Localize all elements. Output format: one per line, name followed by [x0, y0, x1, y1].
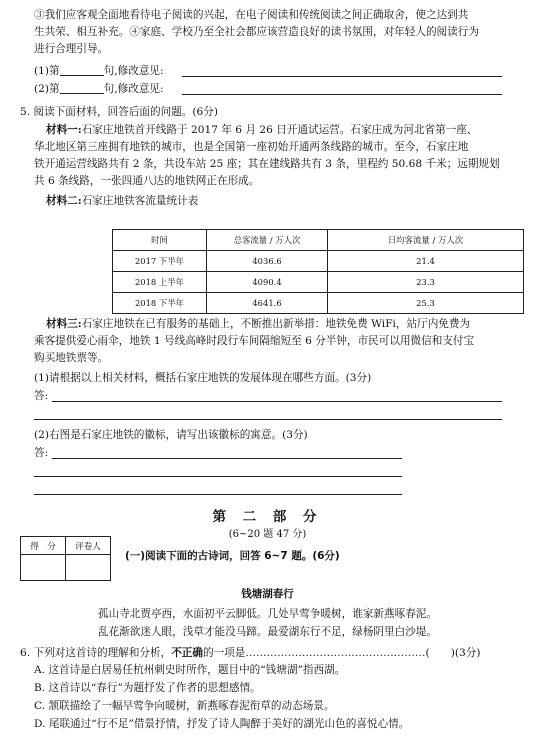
material-3-line-2: 乘客提供爱心雨伞，地铁 1 号线高峰时段行车间隔缩短至 6 分半钟，市民可以用微信和支付宝 — [34, 335, 475, 347]
q6-stem: 6. 下列对这首诗的理解和分析，不正确的一项是……………………………………………( )(3分) — [20, 647, 481, 659]
table-cell: 4641.6 — [207, 293, 328, 314]
table-cell: 23.3 — [328, 272, 524, 293]
q4-item-2: (2)第 句,修改意见: — [34, 83, 164, 95]
intro-line-1: ③我们应客观全面地看待电子阅读的兴起，在电子阅读和传统阅读之间正确取舍，使之达到共 — [34, 9, 469, 21]
answer-line[interactable] — [34, 494, 402, 495]
answer-line[interactable] — [52, 458, 402, 459]
q5-stem: 5. 阅读下面材料，回答后面的问题。(6分) — [20, 106, 218, 118]
table-header: 日均客流量 / 万人次 — [328, 230, 524, 251]
table-cell: 2018 上半年 — [113, 272, 207, 293]
poem-line-2: 乱花渐欲迷人眼，浅草才能没马蹄。最爱湖东行不足，绿杨阴里白沙堤。 — [98, 626, 437, 638]
material-1-line-2: 华北地区第三座拥有地铁的城市，也是全国第一座初始开通两条线路的城市。至今，石家庄地 — [34, 141, 469, 153]
q5-sub-question-2: (2)右图是石家庄地铁的徽标，请写出该徽标的寓意。(3分) — [34, 429, 308, 441]
section-one-heading: (一)阅读下面的古诗词，回答 6~7 题。(6分) — [125, 550, 340, 562]
q4-item-1: (1)第 句,修改意见: — [34, 65, 164, 77]
part-two-subtitle: (6~20 题 47 分) — [228, 529, 307, 540]
q5-sub-question-1: (1)请根据以上相关材料，概括石家庄地铁的发展体现在哪些方面。(3分) — [34, 372, 372, 384]
q6-option-c: C. 颔联描绘了一幅早莺争向暖树，新燕啄春泥衔草的动态场景。 — [34, 700, 335, 712]
table-title: 石家庄地铁客流量统计表 — [81, 195, 199, 207]
table-row — [113, 251, 524, 272]
table-cell: 2018 下半年 — [113, 293, 207, 314]
revision-answer-line-1[interactable] — [182, 76, 502, 77]
intro-line-2: 生共荣、相互补充。④家庭、学校乃至全社会都应该营造良好的读书氛围，对年轻人的阅读行为 — [34, 26, 479, 38]
material-1-line-3: 铁开通运营线路共有 2 条，共设车站 25 座；其在建线路共有 3 条，里程约 50.68 千米；远期规划 — [34, 158, 500, 170]
table-cell: 21.4 — [328, 251, 524, 272]
answer-line[interactable] — [34, 419, 502, 420]
ridership-table — [112, 229, 524, 314]
grader-header: 评卷人 — [66, 537, 111, 555]
answer-line[interactable] — [52, 401, 502, 402]
q6-option-b: B. 这首诗以“春行”为题抒发了作者的思想感情。 — [34, 682, 261, 694]
material-1-line-1: 材料一:石家庄地铁首开线路于 2017 年 6 月 26 日开通试运营。石家庄成为河北省第一座、 — [46, 124, 478, 136]
material-1-label: 材料一: — [46, 124, 82, 136]
table-cell: 4090.4 — [207, 272, 328, 293]
q6-option-d: D. 尾联通过“行不足”借景抒情，抒发了诗人陶醉于美好的湖光山色的喜悦心情。 — [34, 718, 410, 730]
revision-answer-line-2[interactable] — [182, 94, 502, 95]
material-3-label: 材料三: — [46, 318, 82, 330]
answer-label-1: 答: — [34, 390, 49, 402]
score-box — [20, 536, 111, 581]
intro-line-3: 进行合理引导。 — [34, 43, 109, 55]
part-two-title: 第 二 部 分 — [212, 509, 323, 525]
answer-line[interactable] — [34, 476, 402, 477]
table-row — [113, 272, 524, 293]
sentence-number-blank-1[interactable] — [60, 65, 104, 76]
grader-cell[interactable] — [66, 555, 111, 581]
poem-line-1: 孤山寺北贾亭西，水面初平云脚低。几处早莺争暖树，谁家新燕啄春泥。 — [98, 608, 437, 620]
table-header: 总客流量 / 万人次 — [207, 230, 328, 251]
table-header: 时间 — [113, 230, 207, 251]
material-2-heading — [46, 194, 516, 208]
material-1-line-4: 共 6 条线路，一张四通八达的地铁网正在形成。 — [34, 175, 260, 187]
score-header: 得 分 — [21, 537, 66, 555]
answer-label-2: 答: — [34, 447, 49, 459]
material-2-label: 材料二: — [46, 195, 82, 207]
q6-option-a: A. 这首诗是白居易任杭州刺史时所作，题目中的“钱塘湖”指西湖。 — [34, 664, 346, 676]
table-row — [113, 293, 524, 314]
material-3-line-1: 材料三:石家庄地铁在已有服务的基础上，不断推出新举措：地铁免费 WiFi，站厅内免费为 — [46, 318, 471, 330]
poem-title: 钱塘湖春行 — [241, 588, 294, 600]
score-cell[interactable] — [21, 555, 66, 581]
table-header-row — [113, 230, 524, 251]
table-cell: 25.3 — [328, 293, 524, 314]
table-cell: 2017 下半年 — [113, 251, 207, 272]
table-cell: 4036.6 — [207, 251, 328, 272]
material-3-line-3: 购买地铁票等。 — [34, 352, 109, 364]
sentence-number-blank-2[interactable] — [60, 83, 104, 94]
